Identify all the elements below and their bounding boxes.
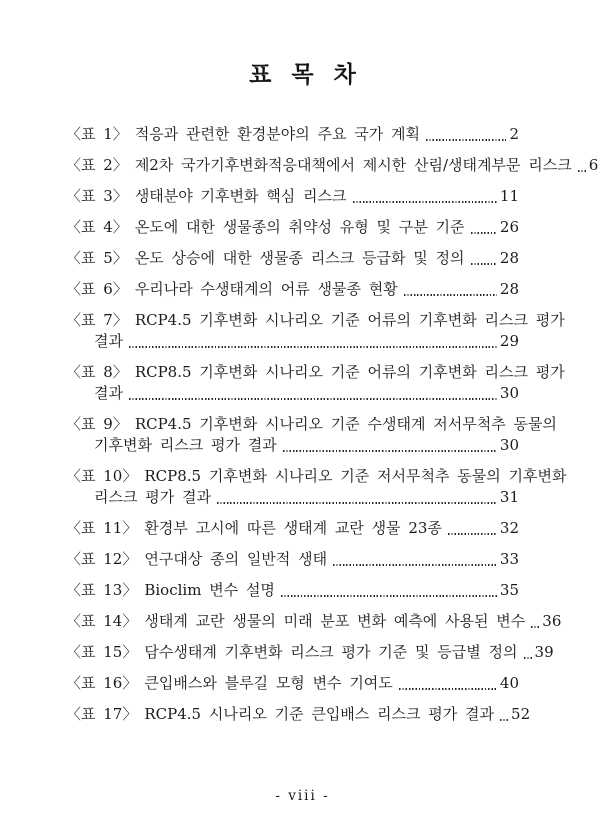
entry-label: 〈표 15〉 <box>66 643 138 661</box>
entry-label: 〈표 4〉 <box>66 218 128 236</box>
entry-title: 큰입배스와 블루길 모형 변수 기여도 <box>144 674 393 692</box>
dotted-leader <box>471 263 497 265</box>
entry-page-number: 28 <box>499 280 519 298</box>
entry-label: 〈표 12〉 <box>66 550 138 568</box>
dotted-leader <box>500 719 508 721</box>
toc-entry <box>66 248 519 269</box>
entry-title: 생태분야 기후변화 핵심 리스크 <box>134 187 347 205</box>
toc-entry <box>66 310 565 352</box>
entry-page-number: 26 <box>499 218 519 236</box>
dotted-leader <box>281 595 497 597</box>
toc-entry <box>66 362 565 404</box>
entry-page-number: 2 <box>509 125 519 143</box>
entry-page-number: 36 <box>542 612 562 630</box>
entry-title-continuation: 기후변화 리스크 평가 결과 <box>94 436 277 454</box>
entry-title: 담수생태계 기후변화 리스크 평가 기준 및 등급별 정의 <box>144 643 518 661</box>
entry-page-number: 29 <box>499 332 519 350</box>
toc-entry <box>66 518 519 539</box>
dotted-leader <box>129 398 497 400</box>
entry-page-number: 11 <box>499 187 519 205</box>
entry-title-continuation: 리스크 평가 결과 <box>94 488 211 506</box>
entry-page-number: 52 <box>511 705 531 723</box>
entry-page-number: 31 <box>499 488 519 506</box>
dotted-leader <box>333 564 497 566</box>
toc-entry <box>66 124 519 145</box>
page-title: 표 목 차 <box>249 61 362 88</box>
entry-title: Bioclim 변수 설명 <box>144 581 275 599</box>
entry-label: 〈표 16〉 <box>66 674 138 692</box>
entry-title: RCP8.5 기후변화 시나리오 기준 저서무척추 동물의 기후변화 <box>144 467 567 485</box>
toc-entry <box>66 279 519 300</box>
toc-list <box>66 124 599 735</box>
toc-entry <box>66 704 531 725</box>
entry-label: 〈표 6〉 <box>66 280 128 298</box>
entry-title: 환경부 고시에 따른 생태계 교란 생물 23종 <box>144 519 442 537</box>
entry-label: 〈표 2〉 <box>66 156 128 174</box>
entry-title: 연구대상 종의 일반적 생태 <box>144 550 328 568</box>
toc-entry <box>66 155 599 176</box>
entry-page-number: 30 <box>499 384 519 402</box>
entry-title: RCP8.5 기후변화 시나리오 기준 어류의 기후변화 리스크 평가 <box>134 363 565 381</box>
toc-entry <box>66 414 557 456</box>
entry-page-number: 35 <box>499 581 519 599</box>
entry-label: 〈표 11〉 <box>66 519 138 537</box>
entry-page-number: 6 <box>588 156 599 174</box>
toc-entry <box>66 217 519 238</box>
entry-page-number: 32 <box>499 519 519 537</box>
entry-title: 온도에 대한 생물종의 취약성 유형 및 구분 기준 <box>134 218 465 236</box>
toc-entry <box>66 673 519 694</box>
entry-title: 적응과 관련한 환경분야의 주요 국가 계획 <box>134 125 420 143</box>
entry-title: 생태계 교란 생물의 미래 분포 변화 예측에 사용된 변수 <box>144 612 526 630</box>
toc-entry <box>66 466 567 508</box>
toc-entry <box>66 642 554 663</box>
entry-label: 〈표 3〉 <box>66 187 128 205</box>
entry-label: 〈표 17〉 <box>66 705 138 723</box>
dotted-leader <box>217 502 497 504</box>
entry-title: RCP4.5 시나리오 기준 큰입배스 리스크 평가 결과 <box>144 705 495 723</box>
entry-label: 〈표 8〉 <box>66 363 128 381</box>
entry-title: 온도 상승에 대한 생물종 리스크 등급화 및 정의 <box>134 249 465 267</box>
entry-page-number: 40 <box>499 674 519 692</box>
toc-entry <box>66 186 519 207</box>
dotted-leader <box>524 657 532 659</box>
entry-title: RCP4.5 기후변화 시나리오 기준 수생태계 저서무척추 동물의 <box>134 415 557 433</box>
toc-entry <box>66 549 519 570</box>
entry-title-continuation: 결과 <box>94 384 123 402</box>
toc-entry <box>66 611 562 632</box>
entry-label: 〈표 1〉 <box>66 125 128 143</box>
entry-label: 〈표 5〉 <box>66 249 128 267</box>
dotted-leader <box>578 170 586 172</box>
dotted-leader <box>448 533 497 535</box>
footer-page-number: - viii - <box>275 788 330 804</box>
entry-title-continuation: 결과 <box>94 332 123 350</box>
entry-label: 〈표 14〉 <box>66 612 138 630</box>
dotted-leader <box>129 346 497 348</box>
entry-label: 〈표 7〉 <box>66 311 128 329</box>
dotted-leader <box>404 294 497 296</box>
dotted-leader <box>471 232 497 234</box>
entry-page-number: 33 <box>499 550 519 568</box>
toc-entry <box>66 580 519 601</box>
dotted-leader <box>399 688 497 690</box>
entry-title: RCP4.5 기후변화 시나리오 기준 어류의 기후변화 리스크 평가 <box>134 311 565 329</box>
dotted-leader <box>353 201 497 203</box>
dotted-leader <box>426 139 506 141</box>
entry-title: 제2차 국가기후변화적응대책에서 제시한 산림/생태계부문 리스크 <box>134 156 572 174</box>
dotted-leader <box>531 626 539 628</box>
entry-label: 〈표 9〉 <box>66 415 128 433</box>
entry-label: 〈표 13〉 <box>66 581 138 599</box>
entry-title: 우리나라 수생태계의 어류 생물종 현황 <box>134 280 398 298</box>
entry-label: 〈표 10〉 <box>66 467 138 485</box>
entry-page-number: 30 <box>499 436 519 454</box>
entry-page-number: 28 <box>499 249 519 267</box>
entry-page-number: 39 <box>534 643 554 661</box>
dotted-leader <box>283 450 497 452</box>
